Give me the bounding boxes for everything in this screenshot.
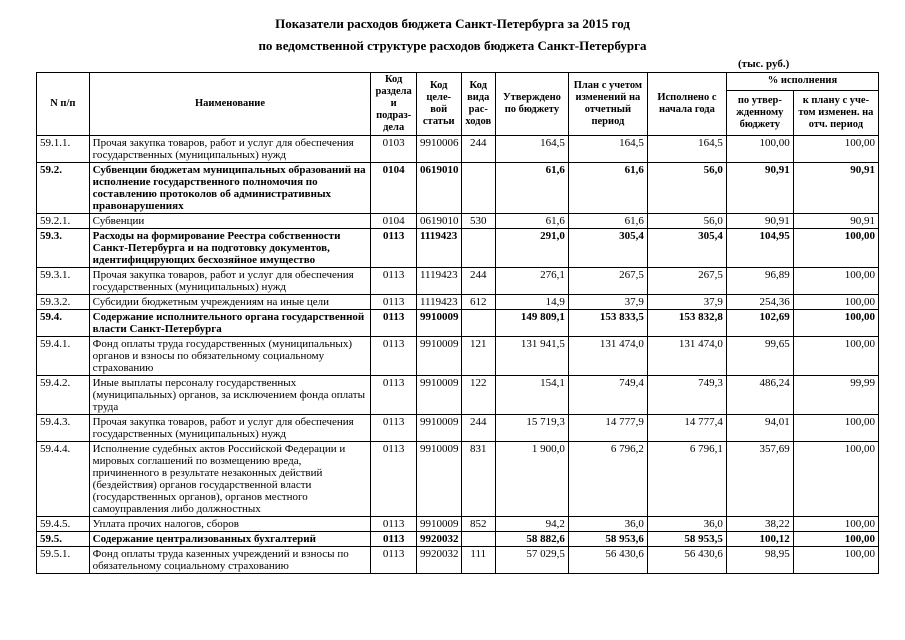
cell-statya: 9910009 [416, 415, 461, 442]
cell-isp: 36,0 [647, 517, 726, 532]
cell-utv: 164,5 [495, 136, 568, 163]
cell-utv: 58 882,6 [495, 532, 568, 547]
cell-plan: 164,5 [568, 136, 647, 163]
cell-utv: 131 941,5 [495, 337, 568, 376]
cell-num: 59.4.2. [37, 376, 90, 415]
cell-pct-plan: 100,00 [793, 310, 878, 337]
cell-vid [461, 163, 495, 214]
cell-pct-utv: 100,12 [726, 532, 793, 547]
cell-isp: 749,3 [647, 376, 726, 415]
cell-plan: 58 953,6 [568, 532, 647, 547]
document-subtitle: по ведомственной структуре расходов бюджета Санкт-Петербурга [258, 38, 647, 53]
cell-num: 59.4.4. [37, 442, 90, 517]
cell-statya: 9920032 [416, 532, 461, 547]
cell-isp: 267,5 [647, 268, 726, 295]
cell-statya: 1119423 [416, 295, 461, 310]
cell-statya: 1119423 [416, 229, 461, 268]
header-razdel: Код раздела и подраз-дела [371, 73, 417, 136]
cell-name: Иные выплаты персоналу государственных (муниципальных) органов, за исключением фонда оплаты труда [89, 376, 371, 415]
header-name: Наименование [89, 73, 371, 136]
cell-razdel: 0113 [371, 415, 417, 442]
cell-razdel: 0113 [371, 547, 417, 574]
cell-utv: 1 900,0 [495, 442, 568, 517]
cell-num: 59.5. [37, 532, 90, 547]
cell-name: Фонд оплаты труда государственных (муниципальных) органов и взносы по обязательному социальному страхованию [89, 337, 371, 376]
cell-vid: 244 [461, 136, 495, 163]
cell-utv: 94,2 [495, 517, 568, 532]
cell-vid: 530 [461, 214, 495, 229]
cell-num: 59.2. [37, 163, 90, 214]
cell-pct-plan: 100,00 [793, 136, 878, 163]
cell-name: Прочая закупка товаров, работ и услуг для обеспечения государственных (муниципальных) нужд [89, 415, 371, 442]
table-row [37, 214, 879, 229]
cell-vid: 612 [461, 295, 495, 310]
cell-pct-plan: 100,00 [793, 547, 878, 574]
cell-plan: 153 833,5 [568, 310, 647, 337]
cell-num: 59.5.1. [37, 547, 90, 574]
cell-pct-plan: 100,00 [793, 442, 878, 517]
cell-pct-plan: 100,00 [793, 415, 878, 442]
cell-razdel: 0104 [371, 214, 417, 229]
cell-razdel: 0113 [371, 376, 417, 415]
cell-statya: 1119423 [416, 268, 461, 295]
cell-pct-plan: 90,91 [793, 214, 878, 229]
budget-table [36, 72, 879, 574]
table-row [37, 229, 879, 268]
cell-razdel: 0113 [371, 295, 417, 310]
table-row [37, 532, 879, 547]
cell-pct-utv: 90,91 [726, 163, 793, 214]
cell-pct-utv: 94,01 [726, 415, 793, 442]
cell-num: 59.3.2. [37, 295, 90, 310]
cell-pct-utv: 102,69 [726, 310, 793, 337]
cell-pct-plan: 90,91 [793, 163, 878, 214]
cell-pct-plan: 100,00 [793, 532, 878, 547]
cell-plan: 61,6 [568, 163, 647, 214]
cell-statya: 9910009 [416, 337, 461, 376]
cell-razdel: 0113 [371, 517, 417, 532]
cell-name: Субсидии бюджетным учреждениям на иные цели [89, 295, 371, 310]
table-row [37, 310, 879, 337]
cell-num: 59.4. [37, 310, 90, 337]
table-row [37, 268, 879, 295]
cell-plan: 267,5 [568, 268, 647, 295]
table-row [37, 442, 879, 517]
cell-vid: 122 [461, 376, 495, 415]
cell-razdel: 0113 [371, 337, 417, 376]
cell-plan: 36,0 [568, 517, 647, 532]
units-label: (тыс. руб.) [738, 58, 790, 70]
table-row [37, 376, 879, 415]
cell-isp: 56,0 [647, 214, 726, 229]
cell-statya: 0619010 [416, 163, 461, 214]
cell-name: Субвенции бюджетам муниципальных образований на исполнение государственного полномочия по составлению протоколов об административных правонарушениях [89, 163, 371, 214]
cell-isp: 56 430,6 [647, 547, 726, 574]
table-row [37, 547, 879, 574]
cell-name: Расходы на формирование Реестра собственности Санкт-Петербурга и на подготовку документов, идентифицирующих бесхозяйное имущество [89, 229, 371, 268]
cell-utv: 149 809,1 [495, 310, 568, 337]
cell-vid [461, 310, 495, 337]
header-pct-group: % исполнения [726, 73, 878, 91]
cell-pct-utv: 100,00 [726, 136, 793, 163]
cell-pct-plan: 100,00 [793, 517, 878, 532]
cell-vid: 244 [461, 268, 495, 295]
cell-vid: 111 [461, 547, 495, 574]
cell-statya: 9910009 [416, 310, 461, 337]
cell-num: 59.4.1. [37, 337, 90, 376]
header-plan: План с учетом изменений на отчетный период [568, 73, 647, 136]
cell-plan: 131 474,0 [568, 337, 647, 376]
cell-vid [461, 532, 495, 547]
cell-utv: 15 719,3 [495, 415, 568, 442]
cell-pct-plan: 100,00 [793, 295, 878, 310]
cell-name: Субвенции [89, 214, 371, 229]
cell-plan: 61,6 [568, 214, 647, 229]
table-row [37, 517, 879, 532]
cell-razdel: 0103 [371, 136, 417, 163]
cell-utv: 154,1 [495, 376, 568, 415]
cell-isp: 131 474,0 [647, 337, 726, 376]
cell-razdel: 0113 [371, 229, 417, 268]
cell-pct-utv: 98,95 [726, 547, 793, 574]
cell-utv: 14,9 [495, 295, 568, 310]
cell-isp: 37,9 [647, 295, 726, 310]
cell-isp: 56,0 [647, 163, 726, 214]
cell-vid: 121 [461, 337, 495, 376]
cell-name: Исполнение судебных актов Российской Федерации и мировых соглашений по возмещению вреда, причиненного в результате незаконных действий (бездействия) органов государственной власти (государственных органов), органов местного самоуправления либо должностных [89, 442, 371, 517]
cell-plan: 14 777,9 [568, 415, 647, 442]
cell-vid: 852 [461, 517, 495, 532]
cell-pct-utv: 99,65 [726, 337, 793, 376]
cell-razdel: 0113 [371, 532, 417, 547]
cell-name: Содержание централизованных бухгалтерий [89, 532, 371, 547]
cell-utv: 61,6 [495, 163, 568, 214]
cell-pct-utv: 254,36 [726, 295, 793, 310]
cell-pct-utv: 90,91 [726, 214, 793, 229]
cell-utv: 61,6 [495, 214, 568, 229]
cell-pct-utv: 38,22 [726, 517, 793, 532]
cell-isp: 164,5 [647, 136, 726, 163]
cell-statya: 0619010 [416, 214, 461, 229]
cell-name: Фонд оплаты труда казенных учреждений и взносы по обязательному социальному страхованию [89, 547, 371, 574]
cell-statya: 9910009 [416, 442, 461, 517]
cell-razdel: 0113 [371, 310, 417, 337]
header-statya: Код целе-вой статьи [416, 73, 461, 136]
header-num: N п/п [37, 73, 90, 136]
table-row [37, 136, 879, 163]
table-row [37, 415, 879, 442]
header-pct-plan: к плану с уче-том изменен. на отч. период [793, 90, 878, 135]
header-pct-utv: по утвер-жденному бюджету [726, 90, 793, 135]
cell-statya: 9920032 [416, 547, 461, 574]
cell-pct-utv: 96,89 [726, 268, 793, 295]
table-row [37, 295, 879, 310]
cell-num: 59.3. [37, 229, 90, 268]
cell-pct-plan: 100,00 [793, 229, 878, 268]
document-title: Показатели расходов бюджета Санкт-Петербурга за 2015 год [275, 16, 630, 31]
cell-isp: 153 832,8 [647, 310, 726, 337]
cell-isp: 6 796,1 [647, 442, 726, 517]
cell-plan: 305,4 [568, 229, 647, 268]
cell-num: 59.1.1. [37, 136, 90, 163]
table-row [37, 163, 879, 214]
cell-num: 59.2.1. [37, 214, 90, 229]
cell-plan: 749,4 [568, 376, 647, 415]
cell-num: 59.4.5. [37, 517, 90, 532]
cell-num: 59.4.3. [37, 415, 90, 442]
cell-statya: 9910006 [416, 136, 461, 163]
cell-statya: 9910009 [416, 376, 461, 415]
cell-name: Прочая закупка товаров, работ и услуг для обеспечения государственных (муниципальных) нужд [89, 136, 371, 163]
header-vid: Код вида рас-ходов [461, 73, 495, 136]
cell-razdel: 0113 [371, 442, 417, 517]
cell-razdel: 0113 [371, 268, 417, 295]
cell-utv: 57 029,5 [495, 547, 568, 574]
header-utv: Утверждено по бюджету [495, 73, 568, 136]
cell-pct-plan: 100,00 [793, 268, 878, 295]
cell-plan: 56 430,6 [568, 547, 647, 574]
cell-vid: 244 [461, 415, 495, 442]
cell-pct-plan: 99,99 [793, 376, 878, 415]
table-row [37, 337, 879, 376]
cell-name: Прочая закупка товаров, работ и услуг для обеспечения государственных (муниципальных) нужд [89, 268, 371, 295]
cell-name: Уплата прочих налогов, сборов [89, 517, 371, 532]
header-isp: Исполнено с начала года [647, 73, 726, 136]
cell-pct-utv: 357,69 [726, 442, 793, 517]
cell-utv: 291,0 [495, 229, 568, 268]
cell-plan: 37,9 [568, 295, 647, 310]
cell-vid [461, 229, 495, 268]
cell-pct-utv: 486,24 [726, 376, 793, 415]
cell-statya: 9910009 [416, 517, 461, 532]
cell-num: 59.3.1. [37, 268, 90, 295]
cell-vid: 831 [461, 442, 495, 517]
cell-isp: 14 777,4 [647, 415, 726, 442]
cell-pct-plan: 100,00 [793, 337, 878, 376]
cell-plan: 6 796,2 [568, 442, 647, 517]
cell-name: Содержание исполнительного органа государственной власти Санкт-Петербурга [89, 310, 371, 337]
cell-razdel: 0104 [371, 163, 417, 214]
cell-utv: 276,1 [495, 268, 568, 295]
cell-isp: 58 953,5 [647, 532, 726, 547]
cell-isp: 305,4 [647, 229, 726, 268]
cell-pct-utv: 104,95 [726, 229, 793, 268]
